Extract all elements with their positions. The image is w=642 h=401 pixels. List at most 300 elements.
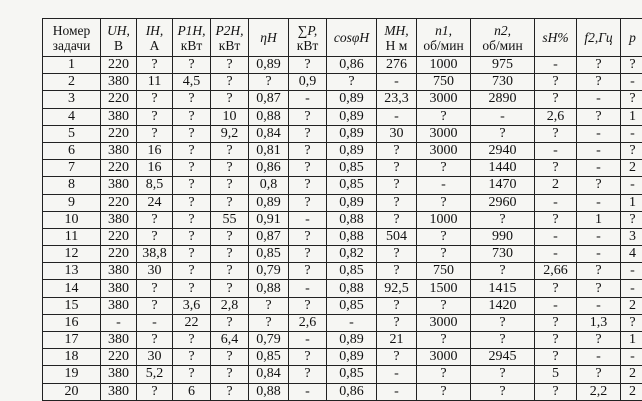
cell-M: 276 <box>377 57 417 74</box>
cell-n1: 3000 <box>417 91 471 108</box>
table-body <box>43 57 642 401</box>
cell-P1: ? <box>173 108 211 125</box>
cell-f2: - <box>577 297 621 314</box>
cell-cos: - <box>327 314 377 331</box>
cell-s: ? <box>535 280 577 297</box>
cell-U: 380 <box>101 332 137 349</box>
cell-sumP: - <box>289 91 327 108</box>
cell-n1: 3000 <box>417 314 471 331</box>
table-row <box>43 332 642 349</box>
cell-M: ? <box>377 263 417 280</box>
cell-cos: 0,89 <box>327 108 377 125</box>
cell-P2: ? <box>211 246 249 263</box>
cell-U: 220 <box>101 57 137 74</box>
cell-f2: - <box>577 194 621 211</box>
cell-p: 2 <box>621 160 642 177</box>
cell-cos: 0,86 <box>327 383 377 400</box>
cell-p: 1 <box>621 194 642 211</box>
cell-cos: 0,85 <box>327 263 377 280</box>
cell-P1: ? <box>173 160 211 177</box>
cell-I: 5,2 <box>137 366 173 383</box>
cell-cos: 0,86 <box>327 57 377 74</box>
cell-n1: - <box>417 177 471 194</box>
cell-sumP: ? <box>289 246 327 263</box>
cell-n1: ? <box>417 383 471 400</box>
cell-U: 220 <box>101 349 137 366</box>
cell-sumP: - <box>289 280 327 297</box>
cell-P2: ? <box>211 263 249 280</box>
cell-U: 380 <box>101 74 137 91</box>
cell-M: 23,3 <box>377 91 417 108</box>
cell-n1: 750 <box>417 263 471 280</box>
column-header-label: n1, <box>417 23 470 38</box>
cell-P1: ? <box>173 366 211 383</box>
cell-sumP: - <box>289 383 327 400</box>
cell-sumP: ? <box>289 297 327 314</box>
cell-M: - <box>377 383 417 400</box>
cell-f2: 2,2 <box>577 383 621 400</box>
cell-M: 92,5 <box>377 280 417 297</box>
column-header-unit: об/мин <box>471 38 534 53</box>
cell-s: - <box>535 57 577 74</box>
cell-n2: ? <box>471 263 535 280</box>
cell-P2: ? <box>211 314 249 331</box>
cell-I: - <box>137 314 173 331</box>
cell-n1: 1000 <box>417 57 471 74</box>
motor-parameters-table-container <box>42 18 626 401</box>
cell-n2: 2945 <box>471 349 535 366</box>
column-header-label: IН, <box>137 23 172 38</box>
cell-p: ? <box>621 57 642 74</box>
cell-f2: - <box>577 125 621 142</box>
cell-task: 14 <box>43 280 101 297</box>
cell-task: 13 <box>43 263 101 280</box>
table-row <box>43 74 642 91</box>
cell-n2: 2890 <box>471 91 535 108</box>
cell-f2: - <box>577 228 621 245</box>
cell-s: ? <box>535 160 577 177</box>
cell-s: ? <box>535 332 577 349</box>
cell-sumP: ? <box>289 194 327 211</box>
cell-P2: ? <box>211 177 249 194</box>
cell-p: - <box>621 349 642 366</box>
cell-I: ? <box>137 297 173 314</box>
column-header-M <box>377 19 417 57</box>
cell-eta: 0,88 <box>249 280 289 297</box>
cell-task: 4 <box>43 108 101 125</box>
cell-n1: 3000 <box>417 125 471 142</box>
cell-sumP: ? <box>289 177 327 194</box>
cell-cos: 0,85 <box>327 177 377 194</box>
cell-p: 2 <box>621 366 642 383</box>
cell-cos: 0,82 <box>327 246 377 263</box>
cell-p: - <box>621 280 642 297</box>
cell-M: ? <box>377 160 417 177</box>
table-row <box>43 177 642 194</box>
cell-I: 30 <box>137 349 173 366</box>
cell-n2: 1470 <box>471 177 535 194</box>
cell-n2: 990 <box>471 228 535 245</box>
cell-f2: ? <box>577 74 621 91</box>
cell-P1: ? <box>173 125 211 142</box>
cell-P1: ? <box>173 332 211 349</box>
cell-sumP: 2,6 <box>289 314 327 331</box>
column-header-sumP <box>289 19 327 57</box>
cell-n1: ? <box>417 246 471 263</box>
column-header-label: ∑P, <box>289 23 326 38</box>
cell-s: - <box>535 246 577 263</box>
cell-P2: ? <box>211 142 249 159</box>
cell-p: ? <box>621 211 642 228</box>
cell-f2: - <box>577 349 621 366</box>
cell-s: ? <box>535 314 577 331</box>
cell-M: - <box>377 74 417 91</box>
table-row <box>43 314 642 331</box>
column-header-label: ηН <box>249 30 288 45</box>
cell-cos: 0,85 <box>327 160 377 177</box>
cell-n1: 1000 <box>417 211 471 228</box>
cell-M: ? <box>377 297 417 314</box>
cell-I: 30 <box>137 263 173 280</box>
cell-s: ? <box>535 125 577 142</box>
cell-eta: ? <box>249 74 289 91</box>
cell-eta: 0,79 <box>249 263 289 280</box>
table-row <box>43 57 642 74</box>
cell-eta: 0,86 <box>249 160 289 177</box>
cell-f2: ? <box>577 57 621 74</box>
cell-I: ? <box>137 125 173 142</box>
cell-n1: ? <box>417 160 471 177</box>
cell-P2: ? <box>211 383 249 400</box>
table-row <box>43 228 642 245</box>
column-header-label: Номер <box>43 23 100 38</box>
cell-s: 2,6 <box>535 108 577 125</box>
cell-I: 16 <box>137 142 173 159</box>
column-header-label: cosφН <box>327 30 376 45</box>
column-header-unit: кВт <box>289 38 326 53</box>
cell-n2: 730 <box>471 74 535 91</box>
cell-task: 12 <box>43 246 101 263</box>
cell-sumP: ? <box>289 366 327 383</box>
column-header-unit: кВт <box>173 38 210 53</box>
cell-s: ? <box>535 211 577 228</box>
cell-eta: 0,87 <box>249 91 289 108</box>
cell-U: 220 <box>101 194 137 211</box>
column-header-U <box>101 19 137 57</box>
cell-n2: 730 <box>471 246 535 263</box>
cell-P2: ? <box>211 366 249 383</box>
cell-p: 3 <box>621 228 642 245</box>
cell-P1: ? <box>173 211 211 228</box>
cell-M: ? <box>377 211 417 228</box>
cell-M: ? <box>377 349 417 366</box>
cell-P2: 55 <box>211 211 249 228</box>
cell-task: 1 <box>43 57 101 74</box>
cell-P1: ? <box>173 228 211 245</box>
cell-cos: 0,85 <box>327 297 377 314</box>
cell-p: 2 <box>621 297 642 314</box>
cell-task: 9 <box>43 194 101 211</box>
cell-P1: ? <box>173 177 211 194</box>
cell-p: - <box>621 125 642 142</box>
cell-P1: ? <box>173 280 211 297</box>
cell-s: 2,66 <box>535 263 577 280</box>
cell-P2: ? <box>211 228 249 245</box>
cell-I: ? <box>137 57 173 74</box>
cell-cos: 0,89 <box>327 142 377 159</box>
table-row <box>43 366 642 383</box>
table-row <box>43 263 642 280</box>
column-header-I <box>137 19 173 57</box>
cell-n2: ? <box>471 366 535 383</box>
cell-P1: ? <box>173 349 211 366</box>
cell-cos: ? <box>327 74 377 91</box>
cell-eta: 0,8 <box>249 177 289 194</box>
cell-P1: 6 <box>173 383 211 400</box>
cell-s: ? <box>535 91 577 108</box>
column-header-unit: кВт <box>211 38 248 53</box>
cell-U: 220 <box>101 160 137 177</box>
cell-M: ? <box>377 314 417 331</box>
cell-eta: 0,84 <box>249 366 289 383</box>
column-header-label: sН% <box>535 30 576 45</box>
cell-P1: ? <box>173 194 211 211</box>
cell-s: - <box>535 194 577 211</box>
cell-I: 24 <box>137 194 173 211</box>
cell-P1: 4,5 <box>173 74 211 91</box>
cell-f2: ? <box>577 108 621 125</box>
cell-cos: 0,89 <box>327 91 377 108</box>
cell-cos: 0,89 <box>327 332 377 349</box>
cell-n1: ? <box>417 332 471 349</box>
column-header-P2 <box>211 19 249 57</box>
cell-task: 8 <box>43 177 101 194</box>
cell-M: - <box>377 108 417 125</box>
cell-I: 38,8 <box>137 246 173 263</box>
cell-M: 21 <box>377 332 417 349</box>
cell-p: 2 <box>621 383 642 400</box>
cell-n1: 1500 <box>417 280 471 297</box>
cell-s: 2 <box>535 177 577 194</box>
header-row <box>43 19 642 57</box>
column-header-label: f2,Гц <box>577 30 620 45</box>
cell-n2: 1440 <box>471 160 535 177</box>
cell-M: - <box>377 366 417 383</box>
cell-U: 220 <box>101 125 137 142</box>
cell-I: ? <box>137 383 173 400</box>
cell-cos: 0,89 <box>327 125 377 142</box>
cell-n2: 1415 <box>471 280 535 297</box>
cell-P2: ? <box>211 194 249 211</box>
cell-cos: 0,88 <box>327 280 377 297</box>
cell-task: 2 <box>43 74 101 91</box>
cell-M: ? <box>377 194 417 211</box>
cell-eta: 0,85 <box>249 349 289 366</box>
cell-U: 220 <box>101 228 137 245</box>
column-header-unit: об/мин <box>417 38 470 53</box>
column-header-p <box>621 19 642 57</box>
cell-n1: 3000 <box>417 142 471 159</box>
cell-P2: ? <box>211 280 249 297</box>
cell-cos: 0,88 <box>327 228 377 245</box>
cell-U: 380 <box>101 297 137 314</box>
cell-f2: - <box>577 142 621 159</box>
cell-p: 4 <box>621 246 642 263</box>
cell-p: ? <box>621 314 642 331</box>
cell-n2: 2960 <box>471 194 535 211</box>
cell-eta: 0,91 <box>249 211 289 228</box>
column-header-cos <box>327 19 377 57</box>
cell-sumP: ? <box>289 228 327 245</box>
cell-P2: 6,4 <box>211 332 249 349</box>
cell-cos: 0,89 <box>327 349 377 366</box>
cell-I: 11 <box>137 74 173 91</box>
cell-n1: ? <box>417 228 471 245</box>
table-row <box>43 108 642 125</box>
cell-P2: ? <box>211 160 249 177</box>
cell-n2: 975 <box>471 57 535 74</box>
cell-task: 6 <box>43 142 101 159</box>
cell-cos: 0,88 <box>327 211 377 228</box>
cell-task: 3 <box>43 91 101 108</box>
cell-U: 220 <box>101 246 137 263</box>
table-header <box>43 19 642 57</box>
cell-f2: ? <box>577 366 621 383</box>
cell-s: - <box>535 297 577 314</box>
cell-f2: ? <box>577 280 621 297</box>
cell-n2: ? <box>471 332 535 349</box>
table-row <box>43 349 642 366</box>
cell-P1: ? <box>173 246 211 263</box>
table-row <box>43 211 642 228</box>
cell-n2: ? <box>471 314 535 331</box>
column-header-P1 <box>173 19 211 57</box>
cell-sumP: ? <box>289 160 327 177</box>
table-row <box>43 142 642 159</box>
cell-p: - <box>621 177 642 194</box>
cell-eta: 0,88 <box>249 108 289 125</box>
cell-P1: ? <box>173 263 211 280</box>
cell-n1: ? <box>417 108 471 125</box>
column-header-n2 <box>471 19 535 57</box>
cell-eta: 0,87 <box>249 228 289 245</box>
cell-P2: ? <box>211 91 249 108</box>
column-header-label: P1Н, <box>173 23 210 38</box>
cell-task: 17 <box>43 332 101 349</box>
column-header-f2 <box>577 19 621 57</box>
cell-sumP: - <box>289 332 327 349</box>
cell-task: 5 <box>43 125 101 142</box>
cell-sumP: - <box>289 211 327 228</box>
cell-task: 15 <box>43 297 101 314</box>
cell-I: 8,5 <box>137 177 173 194</box>
cell-eta: ? <box>249 314 289 331</box>
column-header-unit: В <box>101 38 136 53</box>
cell-p: ? <box>621 142 642 159</box>
cell-cos: 0,89 <box>327 194 377 211</box>
cell-eta: 0,79 <box>249 332 289 349</box>
column-header-task <box>43 19 101 57</box>
cell-s: ? <box>535 74 577 91</box>
column-header-label: p <box>621 30 642 45</box>
table-row <box>43 125 642 142</box>
column-header-unit: Н м <box>377 38 416 53</box>
column-header-s <box>535 19 577 57</box>
cell-f2: 1,3 <box>577 314 621 331</box>
cell-P2: 2,8 <box>211 297 249 314</box>
cell-eta: 0,84 <box>249 125 289 142</box>
cell-eta: 0,85 <box>249 246 289 263</box>
cell-s: ? <box>535 349 577 366</box>
cell-n2: - <box>471 108 535 125</box>
column-header-n1 <box>417 19 471 57</box>
cell-I: ? <box>137 91 173 108</box>
table-row <box>43 297 642 314</box>
cell-sumP: ? <box>289 263 327 280</box>
cell-eta: 0,88 <box>249 383 289 400</box>
cell-f2: 1 <box>577 211 621 228</box>
cell-p: 1 <box>621 108 642 125</box>
column-header-label: n2, <box>471 23 534 38</box>
cell-eta: 0,89 <box>249 57 289 74</box>
cell-U: 380 <box>101 263 137 280</box>
cell-f2: - <box>577 246 621 263</box>
column-header-unit: задачи <box>43 38 100 53</box>
cell-U: 380 <box>101 280 137 297</box>
cell-p: ? <box>621 91 642 108</box>
cell-I: ? <box>137 280 173 297</box>
cell-n1: 3000 <box>417 349 471 366</box>
cell-M: ? <box>377 246 417 263</box>
table-row <box>43 160 642 177</box>
cell-U: 380 <box>101 108 137 125</box>
cell-task: 16 <box>43 314 101 331</box>
cell-P1: ? <box>173 142 211 159</box>
cell-n2: 2940 <box>471 142 535 159</box>
cell-task: 18 <box>43 349 101 366</box>
cell-f2: - <box>577 160 621 177</box>
cell-task: 19 <box>43 366 101 383</box>
cell-n2: ? <box>471 383 535 400</box>
cell-s: 5 <box>535 366 577 383</box>
cell-f2: - <box>577 91 621 108</box>
cell-P2: ? <box>211 74 249 91</box>
cell-M: ? <box>377 177 417 194</box>
cell-f2: ? <box>577 332 621 349</box>
cell-n1: ? <box>417 297 471 314</box>
cell-sumP: ? <box>289 57 327 74</box>
cell-U: 220 <box>101 91 137 108</box>
table-row <box>43 383 642 400</box>
cell-M: 30 <box>377 125 417 142</box>
cell-M: 504 <box>377 228 417 245</box>
column-header-label: MН, <box>377 23 416 38</box>
cell-s: - <box>535 142 577 159</box>
cell-n1: ? <box>417 366 471 383</box>
column-header-unit: А <box>137 38 172 53</box>
cell-sumP: ? <box>289 108 327 125</box>
table-row <box>43 280 642 297</box>
cell-n1: ? <box>417 194 471 211</box>
cell-sumP: ? <box>289 349 327 366</box>
cell-eta: 0,81 <box>249 142 289 159</box>
cell-n1: 750 <box>417 74 471 91</box>
cell-sumP: 0,9 <box>289 74 327 91</box>
cell-f2: ? <box>577 177 621 194</box>
cell-eta: 0,89 <box>249 194 289 211</box>
cell-sumP: ? <box>289 125 327 142</box>
cell-task: 7 <box>43 160 101 177</box>
